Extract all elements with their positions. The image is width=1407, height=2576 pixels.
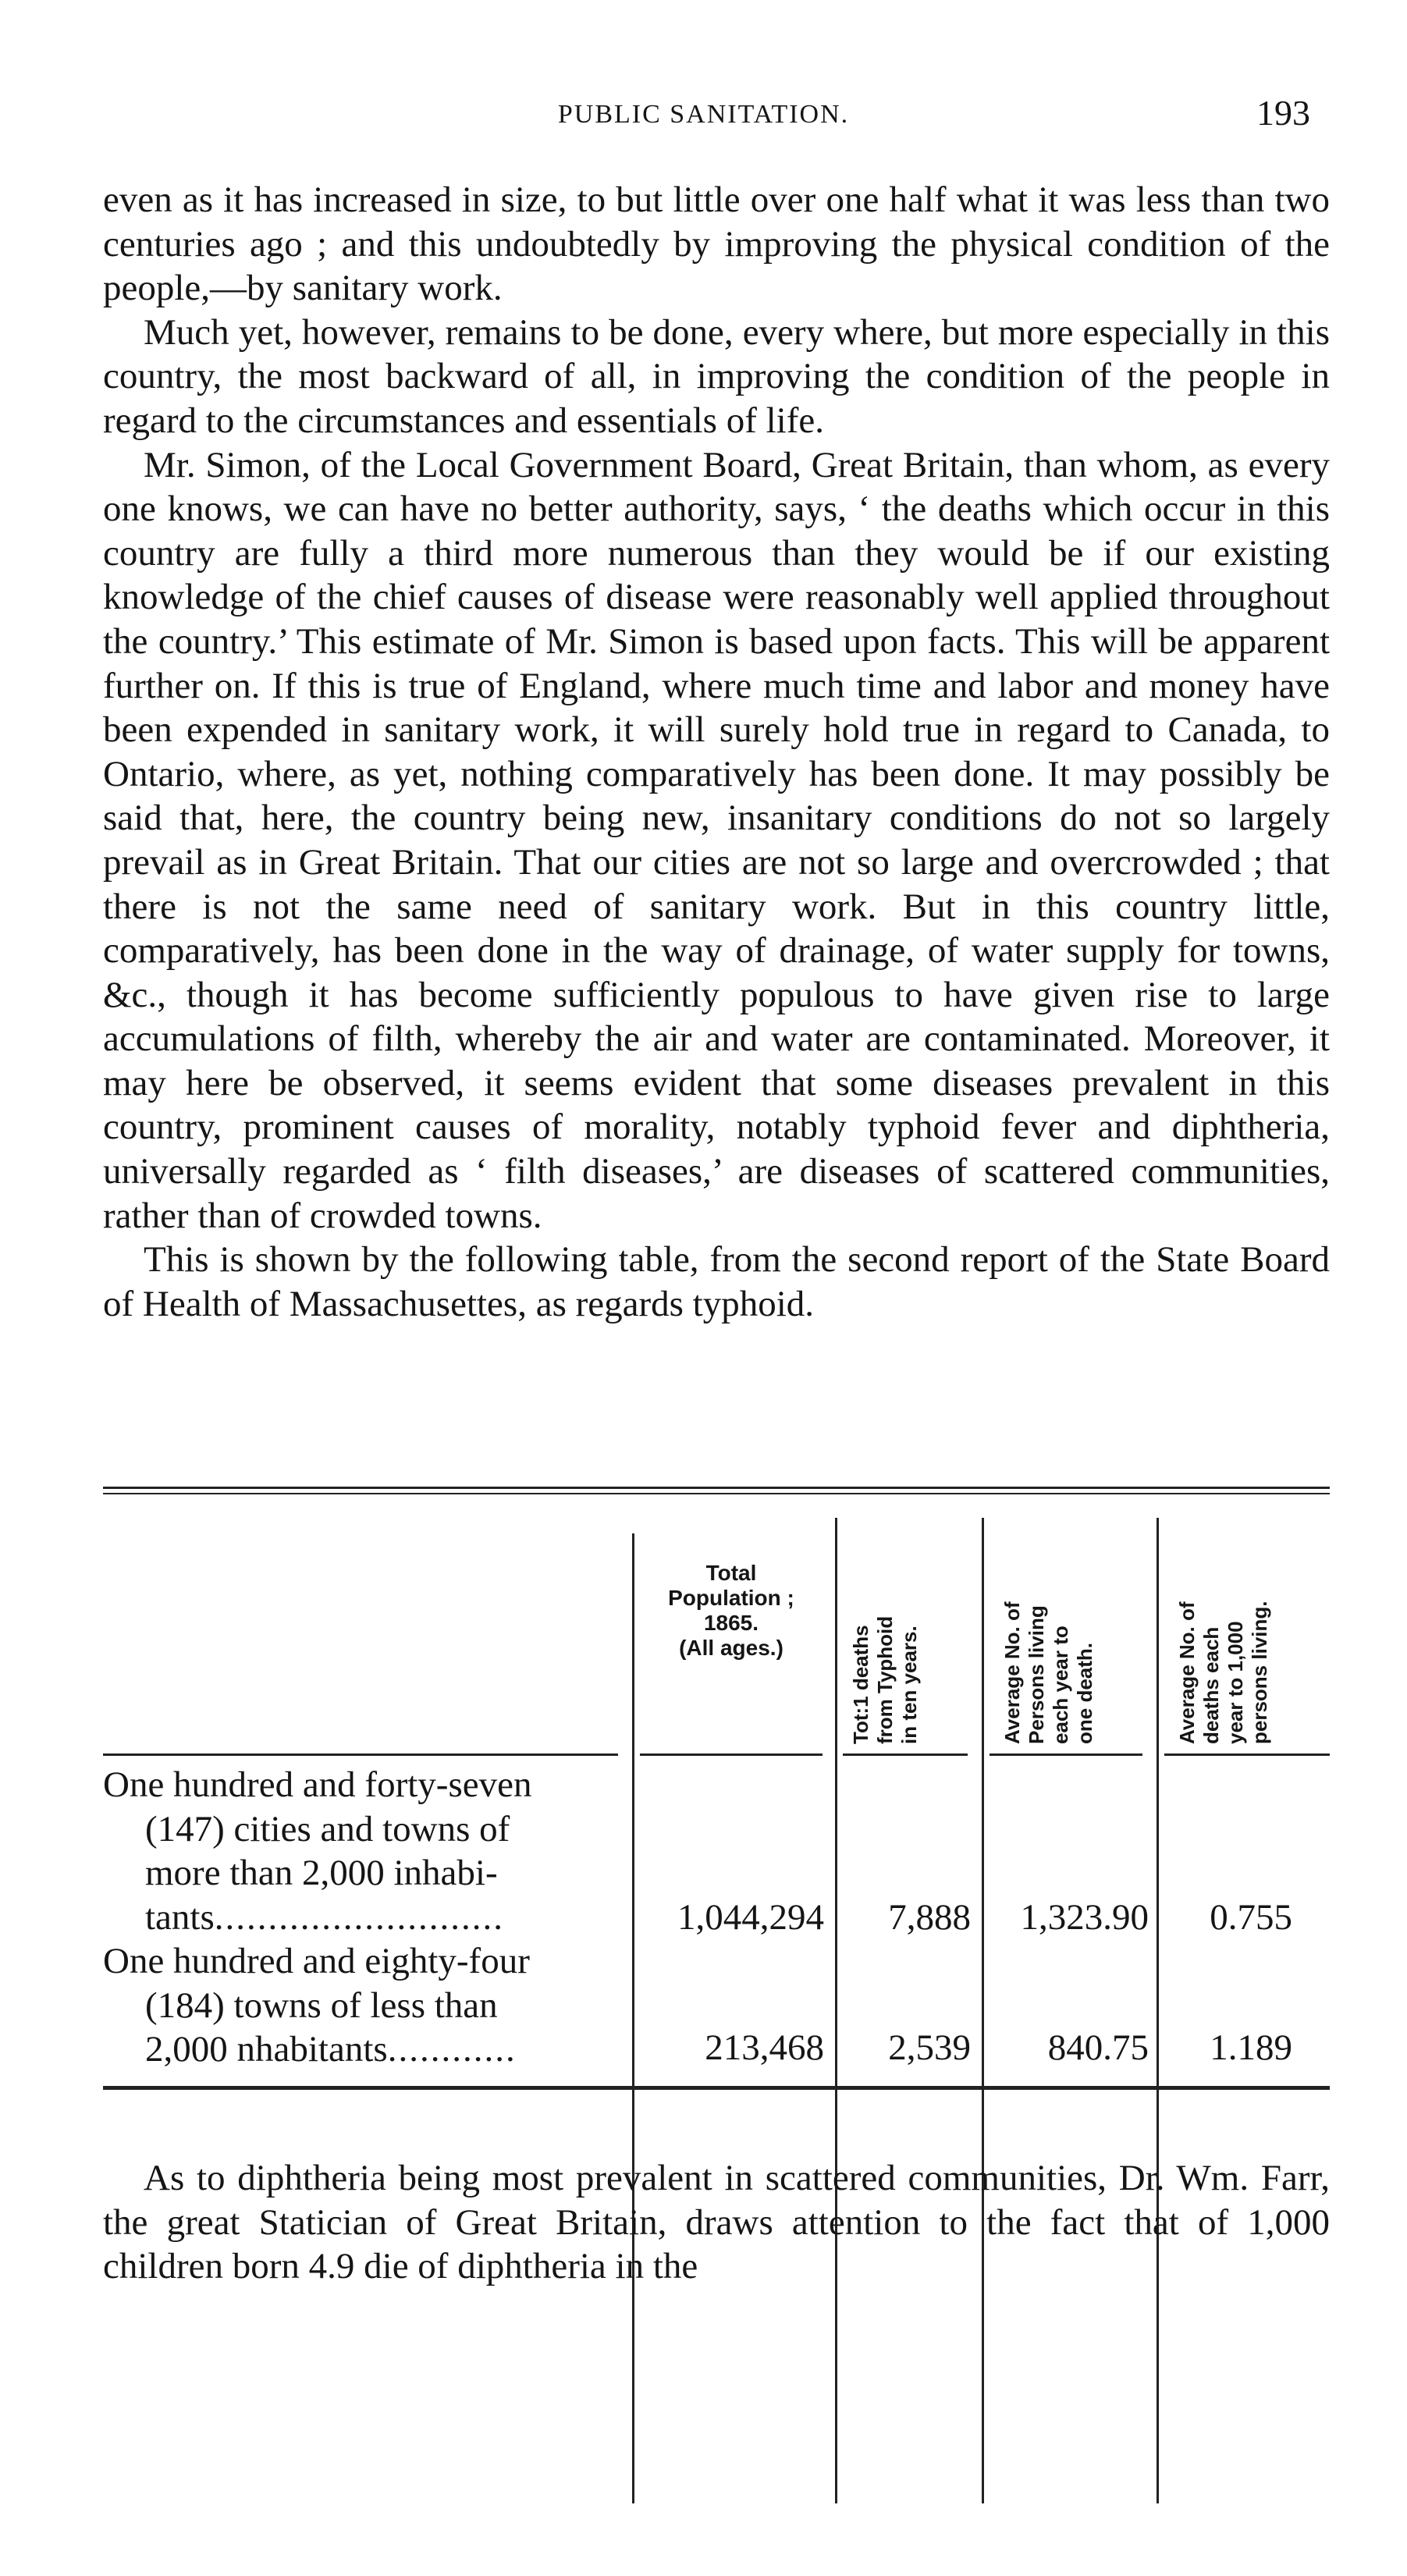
- table-row-label: One hundred and eighty-four (184) towns of less than 2,000 nhabitants............: [103, 1941, 530, 2070]
- cell-deaths: 7,888: [888, 1897, 971, 1938]
- running-title: PUBLIC SANITATION.: [557, 100, 850, 129]
- cell-population: 1,044,294: [677, 1897, 824, 1938]
- paragraph: even as it has increased in size, to but little over one half what it was less than two centuries ago ; and this undoubtedly by improving the physical condition of the people,—by sanitary work.: [103, 179, 1330, 309]
- table-top-rule: [103, 1487, 1330, 1489]
- header-total-deaths: Tot:1 deaths from Typhoid in ten years.: [849, 1615, 921, 1744]
- column-divider: [1157, 1518, 1159, 2503]
- cell-deaths-per-1000: 0.755: [1210, 1897, 1292, 1938]
- header-rule: [640, 1753, 823, 1756]
- page-number: 193: [1256, 93, 1310, 133]
- closing-text: [103, 2156, 1330, 2289]
- typhoid-table: [103, 1487, 1330, 2576]
- header-rule: [1164, 1753, 1330, 1756]
- cell-deaths-per-1000: 1.189: [1210, 2027, 1292, 2068]
- column-divider: [835, 1518, 837, 2503]
- cell-persons-per-death: 840.75: [1047, 2027, 1149, 2068]
- cell-population: 213,468: [705, 2027, 824, 2068]
- header-avg-persons: Average No. of Persons living each year to one death.: [1000, 1601, 1096, 1744]
- header-total-population: Total Population ; 1865. (All ages.): [668, 1561, 794, 1660]
- table-top-rule-double: [103, 1493, 1330, 1494]
- column-divider: [632, 1533, 634, 2503]
- cell-deaths: 2,539: [888, 2027, 971, 2068]
- header-rule: [103, 1753, 618, 1756]
- paragraph: Much yet, however, remains to be done, every where, but more especially in this country, the most backward of all, in improving the condition of the people in regard to the circumstances and essentials of life.: [103, 311, 1330, 441]
- cell-persons-per-death: 1,323.90: [1020, 1897, 1149, 1938]
- paragraph: This is shown by the following table, from the second report of the State Board of Health of Massachusettes, as regards typhoid.: [103, 1239, 1330, 1324]
- header-rule: [990, 1753, 1142, 1756]
- column-divider: [982, 1518, 984, 2503]
- table-row-label: One hundred and forty-seven (147) cities and towns of more than 2,000 inhabi- tants...........................: [103, 1764, 532, 1938]
- table-bottom-rule: [103, 2086, 1330, 2090]
- page-header: [0, 92, 1407, 147]
- paragraph: Mr. Simon, of the Local Government Board, Great Britain, than whom, as every one knows, we can have no better authority, says, ‘ the deaths which occur in this country are fully a third more numerous than they would be if our existing knowledge of the chief causes of disease were reasonably well applied throughout the country.’ This estimate of Mr. Simon is based upon facts. This will be apparent further on. If this is true of England, where much time and labor and money have been expended in sanitary work, it will surely hold true in regard to Canada, to Ontario, where, as yet, nothing comparatively has been done. It may possibly be said that, here, the country being new, insanitary conditions do not so largely prevail as in Great Britain. That our cities are not so large and overcrowded ; that there is not the same need of sanitary work. But in this country little, comparatively, has been done in the way of drainage, of water supply for towns, &c., though it has become sufficiently populous to have given rise to large accumulations of filth, whereby the air and water are contaminated. Moreover, it may here be observed, it seems evident that some diseases prevalent in this country, prominent causes of morality, notably typhoid fever and diphtheria, universally regarded as ‘ filth diseases,’ are diseases of scattered communities, rather than of crowded towns.: [103, 444, 1330, 1236]
- paragraph: As to diphtheria being most prevalent in scattered communities, Dr. Wm. Farr, the great Statician of Great Britain, draws attention to the fact that of 1,000 children born 4.9 die of diphtheria in the: [103, 2158, 1330, 2287]
- body-text: [103, 178, 1330, 1326]
- header-avg-deaths: Average No. of deaths each year to 1,000 persons living.: [1175, 1601, 1271, 1744]
- header-rule: [843, 1753, 968, 1756]
